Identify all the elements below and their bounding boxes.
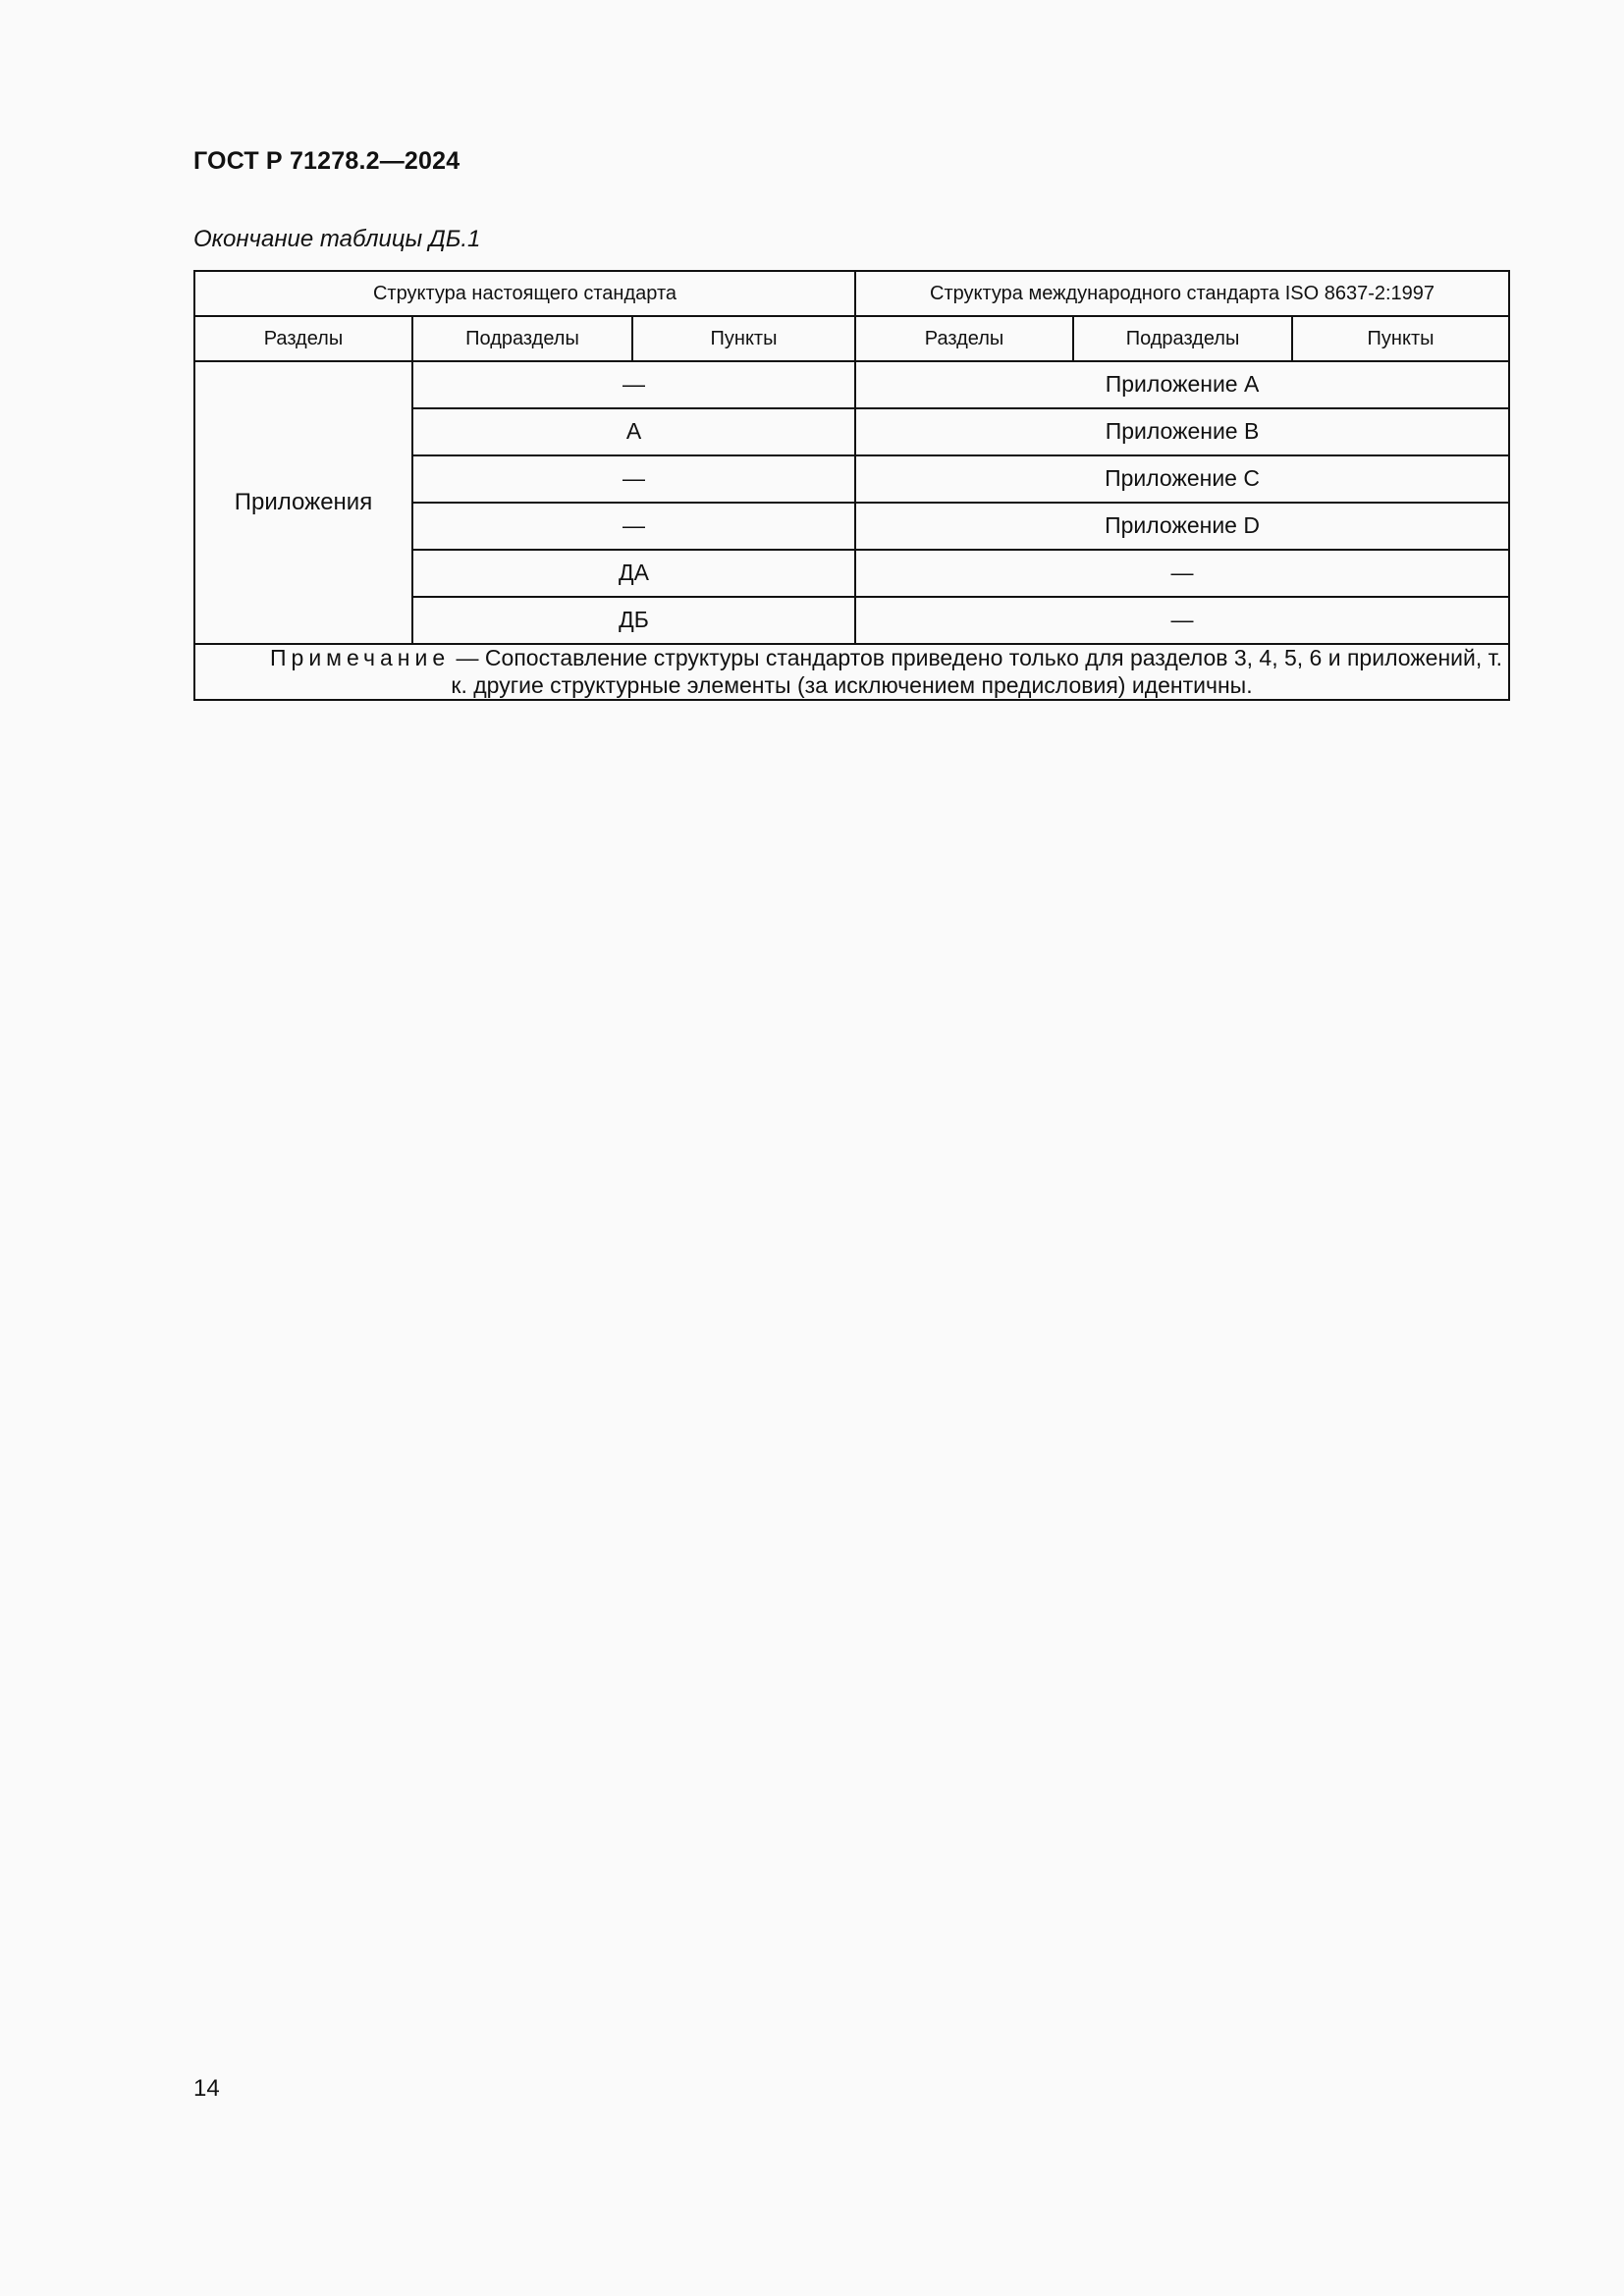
national-annex-cell: — <box>412 503 855 550</box>
column-header: Разделы <box>855 316 1073 361</box>
international-annex-cell: Приложение A <box>855 361 1509 408</box>
table-group-header-row <box>194 271 1509 316</box>
national-annex-cell: — <box>412 455 855 503</box>
column-header: Подразделы <box>1073 316 1292 361</box>
international-annex-cell: — <box>855 597 1509 644</box>
national-annex-cell: А <box>412 408 855 455</box>
national-annex-cell: ДБ <box>412 597 855 644</box>
international-annex-cell: Приложение D <box>855 503 1509 550</box>
international-annex-cell: Приложение C <box>855 455 1509 503</box>
national-annex-cell: ДА <box>412 550 855 597</box>
note-lead: Примечание <box>270 645 451 670</box>
table-row <box>194 361 1509 408</box>
national-structure-header: Структура настоящего стандарта <box>194 271 855 316</box>
document-code: ГОСТ Р 71278.2—2024 <box>193 147 460 175</box>
table-note <box>194 644 1509 700</box>
annexes-label: Приложения <box>194 361 412 644</box>
structure-comparison-table <box>193 270 1510 701</box>
note-text: — Сопоставление структуры стандартов приведено только для разделов 3, 4, 5, 6 и приложений, т. к. другие структурные элементы (за исключением предисловия) идентичны. <box>450 645 1503 698</box>
column-header: Пункты <box>1292 316 1509 361</box>
international-annex-cell: Приложение B <box>855 408 1509 455</box>
table-note-row <box>194 644 1509 700</box>
table-caption: Окончание таблицы ДБ.1 <box>193 226 481 252</box>
national-annex-cell: — <box>412 361 855 408</box>
column-header: Пункты <box>632 316 855 361</box>
column-header: Подразделы <box>412 316 632 361</box>
page-number: 14 <box>193 2075 220 2102</box>
table-subheader-row <box>194 316 1509 361</box>
international-annex-cell: — <box>855 550 1509 597</box>
column-header: Разделы <box>194 316 412 361</box>
international-structure-header: Структура международного стандарта ISO 8637-2:1997 <box>855 271 1509 316</box>
